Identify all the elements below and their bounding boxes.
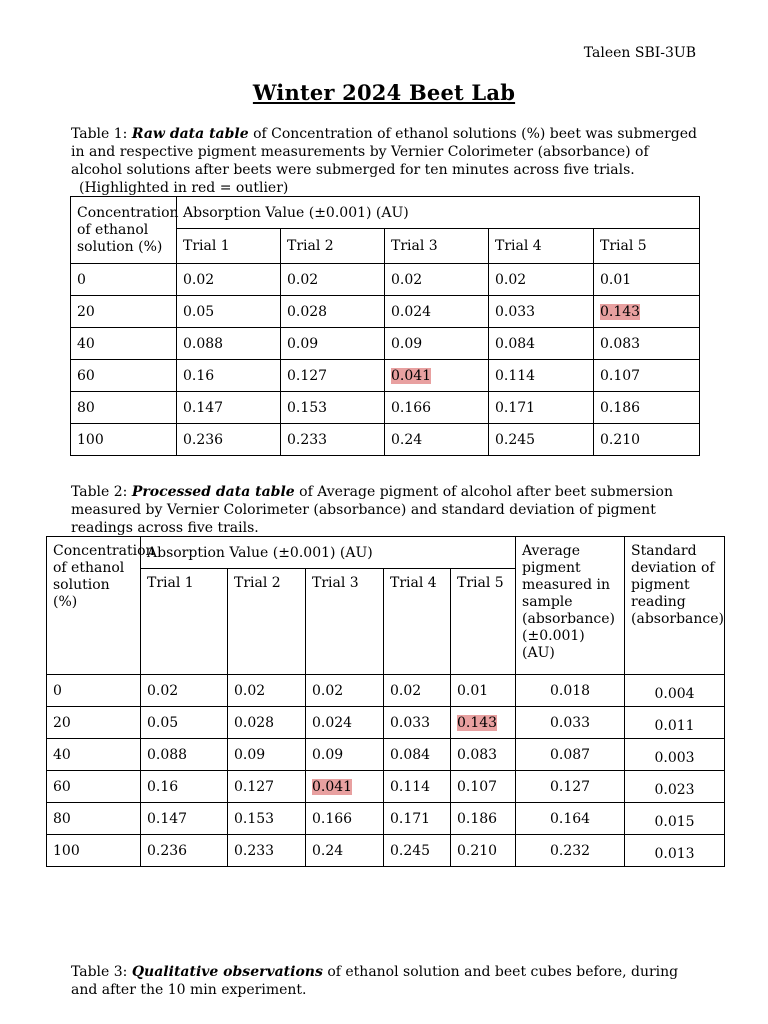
table2-trial-header-text: Trial 3 <box>312 575 359 591</box>
concentration-cell <box>47 771 141 803</box>
absorbance-cell-text: 0.02 <box>183 271 215 288</box>
concentration-cell <box>47 835 141 867</box>
absorbance-cell <box>141 675 228 707</box>
absorbance-cell <box>451 739 516 771</box>
concentration-cell-text: 0 <box>77 271 86 288</box>
stddev-cell <box>625 707 725 739</box>
table2-trial-header-text: Trial 5 <box>457 575 504 591</box>
absorbance-cell-text: 0.02 <box>287 271 319 288</box>
table2-header-stddev: Standard deviation of pigment reading (absorbance) <box>625 537 725 675</box>
concentration-cell <box>71 392 177 424</box>
table3-caption-text: of ethanol solution and beet cubes before, during and after the 10 min experiment. <box>71 964 679 998</box>
absorbance-cell-text: 0.147 <box>183 399 224 416</box>
stddev-cell <box>625 771 725 803</box>
concentration-cell-text: 0 <box>53 682 62 699</box>
concentration-cell <box>71 264 177 296</box>
absorbance-cell-text: 0.09 <box>312 746 344 763</box>
concentration-cell-text: 20 <box>77 303 95 320</box>
absorbance-cell <box>385 360 489 392</box>
concentration-cell <box>71 328 177 360</box>
table-row <box>71 328 700 360</box>
table1-trial-header-text: Trial 4 <box>495 238 542 254</box>
table-row <box>71 392 700 424</box>
table1-trial-header <box>385 229 489 264</box>
concentration-cell-text: 60 <box>77 367 95 384</box>
absorbance-cell-text: 0.153 <box>234 810 275 827</box>
absorbance-cell-text: 0.024 <box>391 303 432 320</box>
absorbance-cell <box>489 360 594 392</box>
absorbance-cell <box>489 296 594 328</box>
absorbance-cell-text: 0.02 <box>390 682 422 699</box>
absorbance-cell <box>141 803 228 835</box>
absorbance-cell <box>141 739 228 771</box>
concentration-cell-text: 100 <box>53 842 80 859</box>
absorbance-cell <box>228 835 306 867</box>
absorbance-cell-text: 0.107 <box>457 778 498 795</box>
concentration-cell-text: 40 <box>53 746 71 763</box>
table2-trial-header-text: Trial 4 <box>390 575 437 591</box>
table-row <box>71 296 700 328</box>
absorbance-cell-text: 0.24 <box>312 842 344 859</box>
concentration-cell-text: 80 <box>53 810 71 827</box>
table-row <box>47 835 725 867</box>
table2-caption-prefix: Table 2: <box>71 484 132 500</box>
absorbance-cell <box>228 675 306 707</box>
table3-caption <box>71 963 701 999</box>
absorbance-cell-text: 0.028 <box>287 303 328 320</box>
table1-caption-prefix: Table 1: <box>71 126 132 142</box>
concentration-cell <box>71 424 177 456</box>
absorbance-cell <box>384 739 451 771</box>
table2-trial-header <box>141 569 228 675</box>
table1-trial-header <box>594 229 700 264</box>
absorbance-cell <box>228 803 306 835</box>
absorbance-cell-text: 0.09 <box>287 335 319 352</box>
absorbance-cell <box>384 803 451 835</box>
outlier-value: 0.041 <box>312 778 353 795</box>
absorbance-cell <box>385 392 489 424</box>
absorbance-cell <box>281 328 385 360</box>
average-cell-text: 0.164 <box>549 810 591 827</box>
table-row <box>47 803 725 835</box>
absorbance-cell <box>306 739 384 771</box>
absorbance-cell <box>594 264 700 296</box>
table2-trial-header-text: Trial 2 <box>234 575 281 591</box>
concentration-cell-text: 40 <box>77 335 95 352</box>
table1-caption-text: of Concentration of ethanol solutions (%) beet was submerged in and respective pigment measurements by Vernier Colorimeter (absorbance) of alcohol solutions after beets were submerged for ten minutes across five trials. <box>71 126 697 178</box>
absorbance-cell-text: 0.01 <box>457 682 489 699</box>
table1-caption-bold: Raw data table <box>131 126 249 142</box>
page-title: Winter 2024 Beet Lab <box>252 80 516 105</box>
absorbance-cell-text: 0.24 <box>391 431 423 448</box>
absorbance-cell <box>384 675 451 707</box>
absorbance-cell-text: 0.033 <box>495 303 536 320</box>
average-cell <box>516 803 625 835</box>
absorbance-cell <box>384 835 451 867</box>
absorbance-cell-text: 0.166 <box>312 810 353 827</box>
absorbance-cell-text: 0.033 <box>390 714 431 731</box>
absorbance-cell-text: 0.114 <box>495 367 536 384</box>
absorbance-cell <box>177 264 281 296</box>
absorbance-cell-text: 0.02 <box>495 271 527 288</box>
concentration-cell <box>47 675 141 707</box>
absorbance-cell-text: 0.02 <box>312 682 344 699</box>
concentration-cell <box>47 707 141 739</box>
outlier-value: 0.143 <box>457 714 498 731</box>
absorbance-cell <box>489 264 594 296</box>
stddev-cell-text: 0.003 <box>654 749 695 766</box>
absorbance-cell-text: 0.028 <box>234 714 275 731</box>
absorbance-cell-text: 0.233 <box>234 842 275 859</box>
average-cell <box>516 675 625 707</box>
absorbance-cell <box>451 707 516 739</box>
table2-trial-header <box>228 569 306 675</box>
table1-trial-header-text: Trial 1 <box>183 238 230 254</box>
absorbance-cell <box>306 771 384 803</box>
average-cell <box>516 707 625 739</box>
absorbance-cell <box>451 803 516 835</box>
absorbance-cell <box>451 835 516 867</box>
absorbance-cell-text: 0.236 <box>183 431 224 448</box>
table3-caption-prefix: Table 3: <box>71 964 132 980</box>
stddev-cell <box>625 675 725 707</box>
absorbance-cell <box>177 392 281 424</box>
concentration-cell-text: 80 <box>77 399 95 416</box>
absorbance-cell <box>594 424 700 456</box>
stddev-cell-text: 0.015 <box>654 813 695 830</box>
concentration-cell <box>47 803 141 835</box>
table-row <box>47 707 725 739</box>
absorbance-cell-text: 0.084 <box>495 335 536 352</box>
absorbance-cell <box>384 771 451 803</box>
concentration-cell-text: 60 <box>53 778 71 795</box>
absorbance-cell-text: 0.210 <box>457 842 498 859</box>
absorbance-cell-text: 0.088 <box>147 746 188 763</box>
absorbance-cell <box>281 424 385 456</box>
table3-caption-bold: Qualitative observations <box>131 964 323 980</box>
absorbance-cell-text: 0.09 <box>391 335 423 352</box>
absorbance-cell-text: 0.233 <box>287 431 328 448</box>
absorbance-cell <box>306 835 384 867</box>
table2-trial-header-text: Trial 1 <box>147 575 194 591</box>
raw-data-table <box>70 196 700 456</box>
absorbance-cell-text: 0.084 <box>390 746 431 763</box>
absorbance-cell <box>228 771 306 803</box>
table-row <box>47 739 725 771</box>
absorbance-cell <box>385 264 489 296</box>
table1-trial-header <box>489 229 594 264</box>
stddev-cell <box>625 803 725 835</box>
absorbance-cell <box>489 424 594 456</box>
absorbance-cell <box>177 296 281 328</box>
concentration-cell <box>47 739 141 771</box>
average-cell-text: 0.127 <box>549 778 591 795</box>
absorbance-cell <box>281 392 385 424</box>
absorbance-cell-text: 0.083 <box>457 746 498 763</box>
absorbance-cell-text: 0.153 <box>287 399 328 416</box>
table-row <box>71 264 700 296</box>
absorbance-cell <box>451 771 516 803</box>
absorbance-cell-text: 0.171 <box>495 399 536 416</box>
absorbance-cell-text: 0.05 <box>147 714 179 731</box>
absorbance-cell-text: 0.024 <box>312 714 353 731</box>
absorbance-cell-text: 0.02 <box>234 682 266 699</box>
absorbance-cell <box>489 392 594 424</box>
table-row <box>71 360 700 392</box>
absorbance-cell <box>177 360 281 392</box>
table2-trial-header <box>451 569 516 675</box>
absorbance-cell-text: 0.245 <box>390 842 431 859</box>
average-cell <box>516 739 625 771</box>
average-cell <box>516 835 625 867</box>
average-cell-text: 0.033 <box>549 714 591 731</box>
absorbance-cell-text: 0.147 <box>147 810 188 827</box>
absorbance-cell-text: 0.186 <box>600 399 641 416</box>
absorbance-cell-text: 0.083 <box>600 335 641 352</box>
table1-trial-header <box>177 229 281 264</box>
absorbance-cell <box>451 675 516 707</box>
absorbance-cell <box>141 771 228 803</box>
outlier-value: 0.143 <box>600 303 641 320</box>
table1-trial-header-text: Trial 5 <box>600 238 647 254</box>
table2-header-absorption: Absorption Value (±0.001) (AU) <box>141 537 516 569</box>
absorbance-cell-text: 0.127 <box>287 367 328 384</box>
concentration-cell <box>71 296 177 328</box>
stddev-cell-text: 0.013 <box>654 845 695 862</box>
absorbance-cell <box>385 328 489 360</box>
stddev-cell-text: 0.023 <box>654 781 695 798</box>
absorbance-cell <box>594 296 700 328</box>
table1-caption <box>71 125 701 197</box>
average-cell-text: 0.018 <box>549 682 591 699</box>
absorbance-cell <box>228 739 306 771</box>
absorbance-cell <box>489 328 594 360</box>
absorbance-cell-text: 0.09 <box>234 746 266 763</box>
author-line: Taleen SBI-3UB <box>583 45 696 61</box>
table1-trial-header <box>281 229 385 264</box>
absorbance-cell <box>228 707 306 739</box>
table1-caption-note: (Highlighted in red = outlier) <box>79 180 289 196</box>
absorbance-cell <box>594 328 700 360</box>
absorbance-cell-text: 0.236 <box>147 842 188 859</box>
table1-trial-header-text: Trial 2 <box>287 238 334 254</box>
table1-trial-header-text: Trial 3 <box>391 238 438 254</box>
stddev-cell-text: 0.004 <box>654 685 695 702</box>
concentration-cell <box>71 360 177 392</box>
stddev-cell <box>625 835 725 867</box>
stddev-cell <box>625 739 725 771</box>
table2-caption-text: of Average pigment of alcohol after beet submersion measured by Vernier Colorimeter (absorbance) and standard deviation of pigment readings across five trails. <box>71 484 673 536</box>
absorbance-cell <box>306 707 384 739</box>
absorbance-cell-text: 0.02 <box>147 682 179 699</box>
absorbance-cell-text: 0.171 <box>390 810 431 827</box>
absorbance-cell <box>384 707 451 739</box>
table2-caption <box>71 483 701 537</box>
concentration-cell-text: 20 <box>53 714 71 731</box>
table2-header-concentration: Concentration of ethanol solution (%) <box>47 537 141 675</box>
table2-caption-bold: Processed data table <box>131 484 295 500</box>
absorbance-cell <box>177 424 281 456</box>
table1-header-absorption: Absorption Value (±0.001) (AU) <box>177 197 700 229</box>
absorbance-cell-text: 0.245 <box>495 431 536 448</box>
absorbance-cell <box>385 424 489 456</box>
absorbance-cell <box>306 675 384 707</box>
absorbance-cell <box>141 835 228 867</box>
absorbance-cell-text: 0.088 <box>183 335 224 352</box>
absorbance-cell-text: 0.01 <box>600 271 632 288</box>
stddev-cell-text: 0.011 <box>654 717 695 734</box>
table-row <box>71 424 700 456</box>
absorbance-cell-text: 0.166 <box>391 399 432 416</box>
absorbance-cell <box>177 328 281 360</box>
outlier-value: 0.041 <box>391 367 432 384</box>
absorbance-cell <box>281 296 385 328</box>
absorbance-cell <box>306 803 384 835</box>
absorbance-cell-text: 0.16 <box>183 367 215 384</box>
average-cell-text: 0.087 <box>549 746 591 763</box>
absorbance-cell-text: 0.05 <box>183 303 215 320</box>
absorbance-cell-text: 0.16 <box>147 778 179 795</box>
table2-trial-header <box>306 569 384 675</box>
absorbance-cell <box>594 360 700 392</box>
absorbance-cell-text: 0.114 <box>390 778 431 795</box>
absorbance-cell-text: 0.186 <box>457 810 498 827</box>
absorbance-cell-text: 0.107 <box>600 367 641 384</box>
absorbance-cell-text: 0.210 <box>600 431 641 448</box>
table2-trial-header <box>384 569 451 675</box>
table1-header-concentration: Concentration of ethanol solution (%) <box>71 197 177 264</box>
processed-data-table <box>46 536 725 867</box>
table-row <box>47 675 725 707</box>
absorbance-cell <box>385 296 489 328</box>
average-cell <box>516 771 625 803</box>
absorbance-cell <box>281 360 385 392</box>
absorbance-cell <box>281 264 385 296</box>
concentration-cell-text: 100 <box>77 431 104 448</box>
average-cell-text: 0.232 <box>549 842 591 859</box>
absorbance-cell <box>141 707 228 739</box>
table-row <box>47 771 725 803</box>
table2-header-average: Average pigment measured in sample (absorbance) (±0.001) (AU) <box>516 537 625 675</box>
absorbance-cell-text: 0.127 <box>234 778 275 795</box>
absorbance-cell-text: 0.02 <box>391 271 423 288</box>
absorbance-cell <box>594 392 700 424</box>
